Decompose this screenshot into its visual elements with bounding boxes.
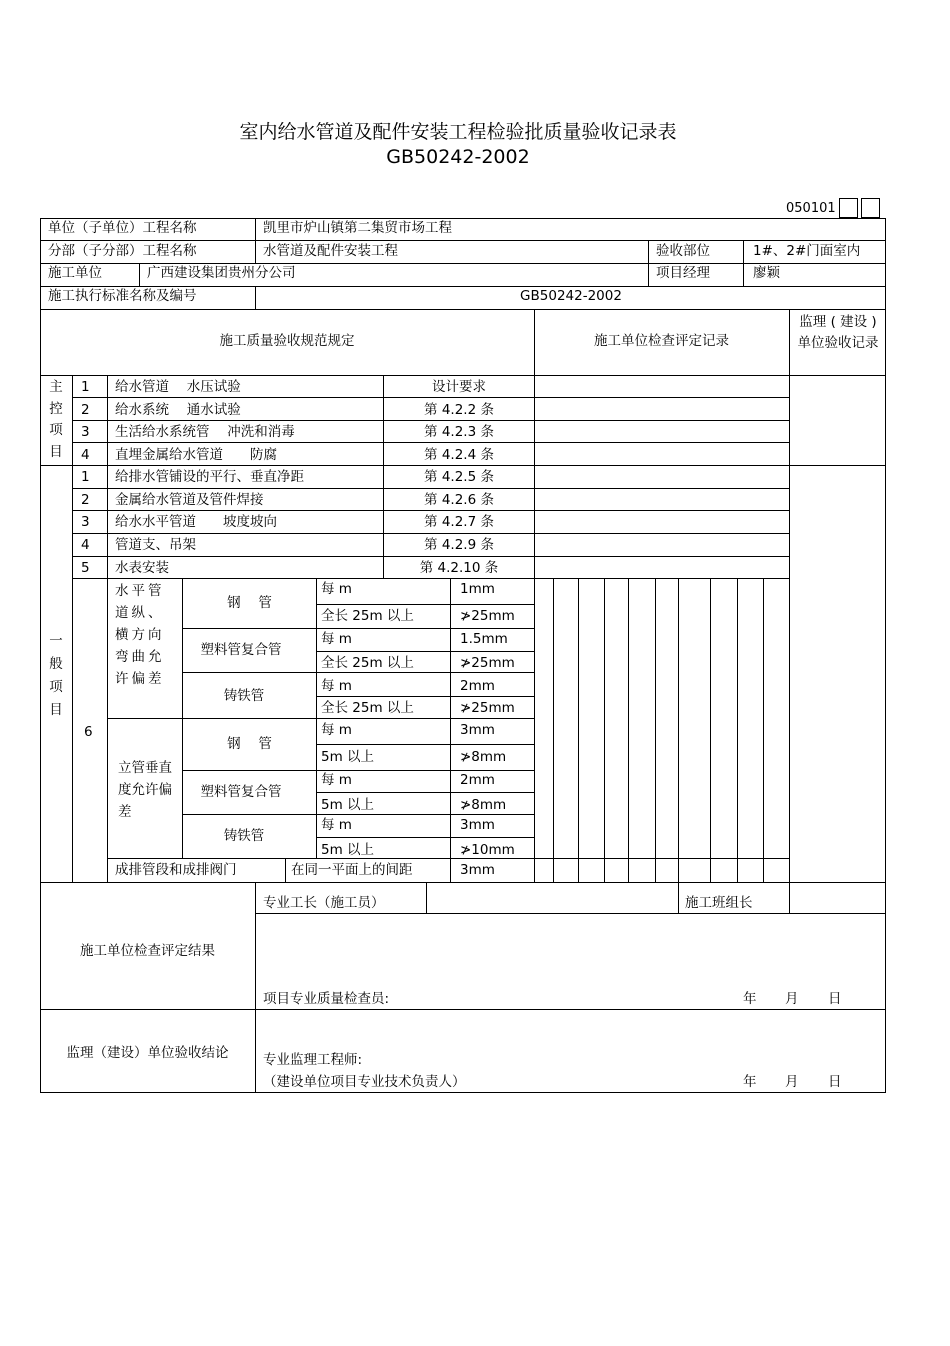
- title-line-2: GB50242-2002: [386, 146, 530, 168]
- v-cast-iron-material: 铸铁管: [223, 828, 265, 844]
- contractor-label: 施工单位: [48, 265, 102, 281]
- general-item-3-name: 给水水平管道 坡度坡向: [115, 514, 277, 530]
- v-plastic-material: 塑料管复合管: [200, 784, 282, 800]
- general-item-2-name: 金属给水管道及管件焊接: [115, 492, 264, 508]
- v-plastic-val-2: ≯8mm: [460, 797, 507, 813]
- supervisor-column-header: 监理 ( 建设 ) 单位验收记录: [797, 314, 879, 351]
- v-steel-val-1: 3mm: [460, 722, 495, 738]
- h-steel-cond-2: 全长 25m 以上: [321, 608, 414, 624]
- unit-label: 单位（子单位）工程名称: [48, 220, 197, 236]
- foreman-label: 专业工长（施工员）: [263, 895, 385, 911]
- horizontal-deviation-label: 水平管道纵、横方向弯曲允许偏差: [115, 583, 165, 687]
- v-cast-iron-val-1: 3mm: [460, 817, 495, 833]
- h-cast-iron-val-2: ≯25mm: [460, 700, 515, 716]
- valve-row-cond: 在同一平面上的间距: [291, 862, 413, 878]
- v-steel-material: 钢 管: [227, 736, 272, 752]
- h-cast-iron-cond-1: 每 m: [321, 678, 352, 694]
- h-steel-val-1: 1mm: [460, 581, 495, 597]
- general-items-label: 一般项目: [49, 633, 63, 718]
- record-column-header: 施工单位检查评定记录: [594, 333, 729, 349]
- main-items-label: 主控项目: [49, 379, 63, 460]
- location-value[interactable]: 1#、2#门面室内: [753, 243, 861, 259]
- team-leader-label: 施工班组长: [685, 895, 753, 911]
- v-plastic-cond-1: 每 m: [321, 772, 352, 788]
- title-line-1: 室内给水管道及配件安装工程检验批质量验收记录表: [239, 121, 677, 143]
- main-item-3-no: 3: [81, 424, 90, 440]
- general-item-3-req: 第 4.2.7 条: [424, 514, 494, 530]
- h-plastic-material: 塑料管复合管: [200, 642, 282, 658]
- h-plastic-val-1: 1.5mm: [460, 631, 508, 647]
- contractor-value[interactable]: 广西建设集团贵州分公司: [147, 265, 296, 281]
- general-item-4-name: 管道支、吊架: [115, 537, 196, 553]
- engineer-year: 年: [743, 1074, 757, 1090]
- general-item-1-name: 给排水管铺设的平行、垂直净距: [115, 469, 304, 485]
- standard-value[interactable]: GB50242-2002: [520, 288, 622, 304]
- v-steel-val-2: ≯8mm: [460, 749, 507, 765]
- general-item-2-req: 第 4.2.6 条: [424, 492, 494, 508]
- general-item-5-name: 水表安装: [115, 560, 169, 576]
- main-item-2-name: 给水系统 通水试验: [115, 402, 241, 418]
- project-manager-value[interactable]: 廖颖: [753, 265, 780, 281]
- v-cast-iron-cond-2: 5m 以上: [321, 842, 375, 858]
- main-item-1-no: 1: [81, 379, 90, 395]
- contractor-result-label: 施工单位检查评定结果: [80, 943, 215, 959]
- standard-label: 施工执行标准名称及编号: [48, 288, 197, 304]
- main-item-2-req: 第 4.2.2 条: [424, 402, 494, 418]
- main-item-3-name: 生活给水系统管 冲洗和消毒: [115, 424, 295, 440]
- general-item-2-no: 2: [81, 492, 90, 508]
- inspector-month: 月: [785, 991, 799, 1007]
- project-manager-label: 项目经理: [656, 265, 710, 281]
- h-steel-material: 钢 管: [227, 595, 272, 611]
- general-item-1-no: 1: [81, 469, 90, 485]
- v-steel-cond-1: 每 m: [321, 722, 352, 738]
- v-plastic-cond-2: 5m 以上: [321, 797, 375, 813]
- valve-row-label: 成排管段和成排阀门: [115, 862, 237, 878]
- h-plastic-val-2: ≯25mm: [460, 655, 515, 671]
- general-item-3-no: 3: [81, 514, 90, 530]
- h-steel-cond-1: 每 m: [321, 581, 352, 597]
- general-item-4-req: 第 4.2.9 条: [424, 537, 494, 553]
- h-plastic-cond-2: 全长 25m 以上: [321, 655, 414, 671]
- supervisor-conclusion-label: 监理（建设）单位验收结论: [66, 1045, 229, 1061]
- engineer-month: 月: [785, 1074, 799, 1090]
- v-cast-iron-val-2: ≯10mm: [460, 842, 515, 858]
- subsection-label: 分部（子分部）工程名称: [48, 243, 197, 259]
- h-plastic-cond-1: 每 m: [321, 631, 352, 647]
- main-item-3-req: 第 4.2.3 条: [424, 424, 494, 440]
- main-item-1-req: 设计要求: [432, 379, 486, 395]
- inspector-day: 日: [828, 991, 842, 1007]
- main-item-4-name: 直埋金属给水管道 防腐: [115, 447, 277, 463]
- h-steel-val-2: ≯25mm: [460, 608, 515, 624]
- h-cast-iron-material: 铸铁管: [223, 688, 265, 704]
- v-plastic-val-1: 2mm: [460, 772, 495, 788]
- general-item-4-no: 4: [81, 537, 90, 553]
- location-label: 验收部位: [656, 243, 710, 259]
- valve-row-val: 3mm: [460, 862, 495, 878]
- vertical-deviation-label: 立管垂直度允许偏差: [118, 760, 172, 820]
- unit-value[interactable]: 凯里市炉山镇第二集贸市场工程: [263, 220, 452, 236]
- v-cast-iron-cond-1: 每 m: [321, 817, 352, 833]
- inspector-year: 年: [743, 991, 757, 1007]
- form-code-text: 050101: [786, 200, 836, 216]
- general-item-1-req: 第 4.2.5 条: [424, 469, 494, 485]
- general-item-6-no: 6: [84, 724, 93, 740]
- engineer-label: 专业监理工程师:: [263, 1052, 363, 1068]
- general-item-5-req: 第 4.2.10 条: [419, 560, 499, 576]
- main-item-2-no: 2: [81, 402, 90, 418]
- v-steel-cond-2: 5m 以上: [321, 749, 375, 765]
- general-item-5-no: 5: [81, 560, 90, 576]
- main-item-4-no: 4: [81, 447, 90, 463]
- spec-column-header: 施工质量验收规范规定: [219, 333, 355, 349]
- main-item-1-name: 给水管道 水压试验: [115, 379, 241, 395]
- engineer-day: 日: [828, 1074, 842, 1090]
- h-cast-iron-val-1: 2mm: [460, 678, 495, 694]
- engineer-sub-label: （建设单位项目专业技术负责人）: [263, 1074, 466, 1090]
- subsection-value[interactable]: 水管道及配件安装工程: [263, 243, 398, 259]
- inspector-label: 项目专业质量检查员:: [263, 991, 390, 1007]
- main-item-4-req: 第 4.2.4 条: [424, 447, 494, 463]
- h-cast-iron-cond-2: 全长 25m 以上: [321, 700, 414, 716]
